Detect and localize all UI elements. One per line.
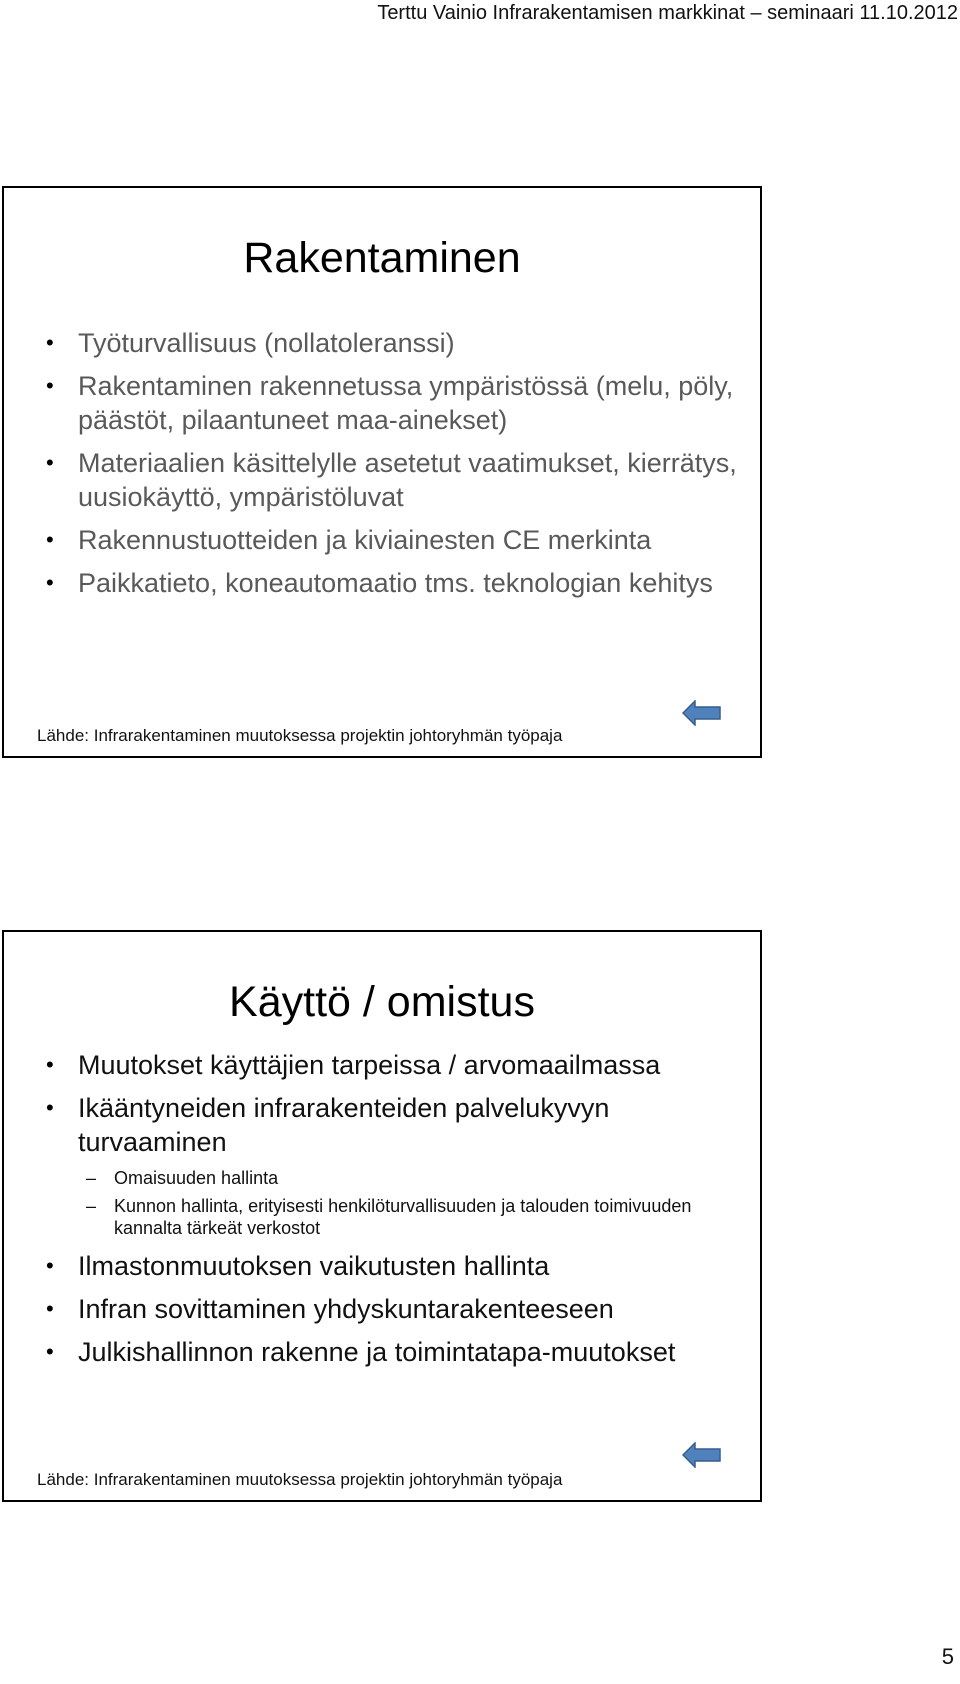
bullet-list [38,1048,738,1378]
slide-rakentaminen [2,186,762,758]
page-header: Terttu Vainio Infrarakentamisen markkinat – seminaari 11.10.2012 [377,2,958,24]
slide-title: Käyttö / omistus [229,978,535,1026]
bullet-text: Muutokset käyttäjien tarpeissa / arvomaailmassa [78,1050,661,1080]
bullet-item [38,1292,738,1326]
slide-kaytto-omistus [2,930,762,1502]
bullet-item [38,1048,738,1082]
bullet-dot-icon: • [46,330,54,355]
bullet-text: Materiaalien käsittelylle asetetut vaatimukset, kierrätys, uusiokäyttö, ympäristöluvat [78,448,737,512]
bullet-text: Infran sovittaminen yhdyskuntarakenteeseen [78,1294,614,1324]
bullet-item [38,1335,738,1369]
sub-bullet-item [78,1195,738,1239]
sub-bullet-item [78,1167,738,1189]
dash-icon: – [86,1168,97,1188]
bullet-item [38,326,738,360]
sub-bullet-list [78,1167,738,1239]
bullet-text: Työturvallisuus (nollatoleranssi) [78,328,455,358]
bullet-text: Ikääntyneiden infrarakenteiden palvelukyvyn turvaaminen [78,1093,610,1157]
bullet-item [38,369,738,437]
left-arrow-icon[interactable] [682,1442,722,1468]
left-arrow-icon[interactable] [682,700,722,726]
bullet-text: Paikkatieto, koneautomaatio tms. teknologian kehitys [78,568,713,598]
slide-title: Rakentaminen [243,234,521,282]
bullet-dot-icon: • [46,570,54,595]
bullet-dot-icon: • [46,373,54,398]
bullet-text: Ilmastonmuutoksen vaikutusten hallinta [78,1251,550,1281]
bullet-dot-icon: • [46,1253,54,1278]
dash-icon: – [86,1196,97,1216]
bullet-text: Rakennustuotteiden ja kiviainesten CE merkinta [78,525,652,555]
bullet-text: Julkishallinnon rakenne ja toimintatapa-muutokset [78,1337,676,1367]
bullet-item [38,566,738,600]
bullet-dot-icon: • [46,450,54,475]
bullet-item [38,1249,738,1283]
bullet-dot-icon: • [46,1095,54,1120]
bullet-dot-icon: • [46,1296,54,1321]
source-note: Lähde: Infrarakentaminen muutoksessa projektin johtoryhmän työpaja [37,1470,563,1489]
bullet-item [38,523,738,557]
sub-bullet-text: Omaisuuden hallinta [114,1168,279,1188]
sub-bullet-text: Kunnon hallinta, erityisesti henkilöturvallisuuden ja talouden toimivuuden kannalta tärkeät verkostot [114,1196,692,1238]
page-number: 5 [941,1644,954,1669]
bullet-dot-icon: • [46,527,54,552]
source-note: Lähde: Infrarakentaminen muutoksessa projektin johtoryhmän työpaja [37,726,563,745]
bullet-list [38,326,738,609]
bullet-item [38,446,738,514]
bullet-dot-icon: • [46,1339,54,1364]
bullet-item [38,1091,738,1239]
bullet-text: Rakentaminen rakennetussa ympäristössä (melu, pöly, päästöt, pilaantuneet maa-ainekset) [78,371,734,435]
bullet-dot-icon: • [46,1052,54,1077]
